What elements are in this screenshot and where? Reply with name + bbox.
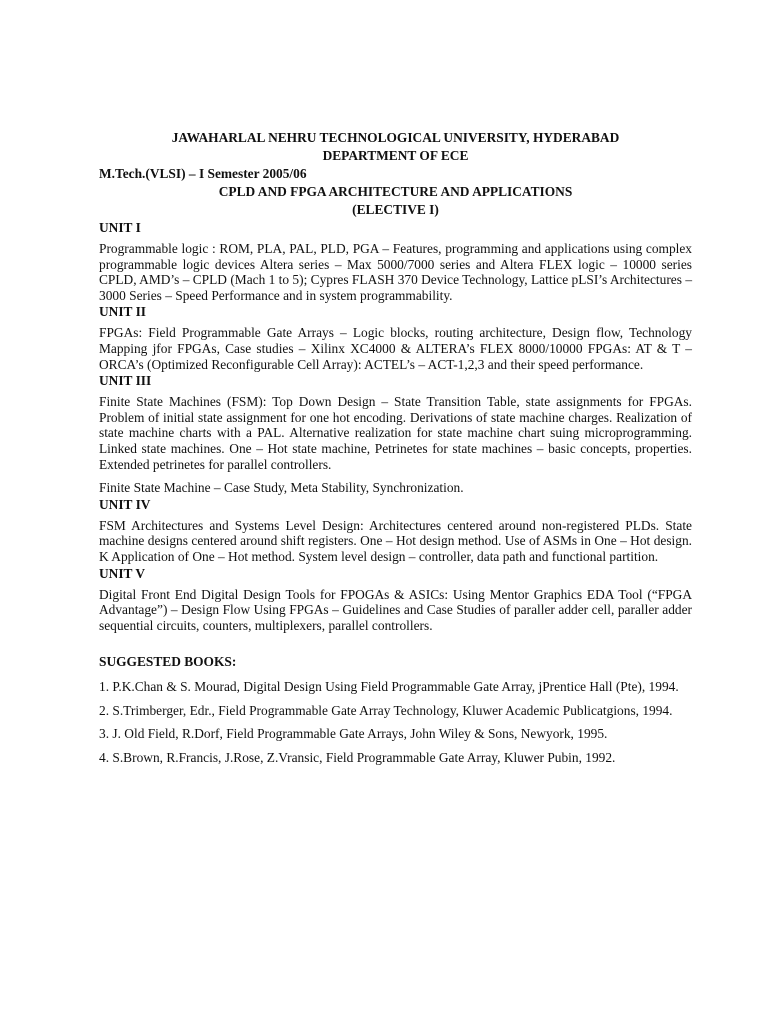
- book-item: 3. J. Old Field, R.Dorf, Field Programmable Gate Arrays, John Wiley & Sons, Newyork, 1995.: [99, 726, 608, 742]
- subject-title: CPLD AND FPGA ARCHITECTURE AND APPLICATIONS: [218, 184, 573, 199]
- unit-section: [99, 372, 692, 496]
- unit-section: [99, 496, 692, 565]
- unit-title: UNIT III: [99, 373, 152, 389]
- unit-title: UNIT V: [99, 565, 146, 581]
- unit-paragraph: Digital Front End Digital Design Tools for FPOGAs & ASICs: Using Mentor Graphics EDA Tool (“FPGA Advantage”) – Design Flow Using FPGAs – Guidelines and Case Studies of paraller adder cell, paraller adder sequential circuits, counters, multiplexers, parallel controllers.: [99, 586, 692, 633]
- book-item: 4. S.Brown, R.Francis, J.Rose, Z.Vransic, Field Programmable Gate Array, Kluwer Pubin, 1992.: [99, 750, 616, 766]
- books-heading: SUGGESTED BOOKS:: [99, 654, 237, 670]
- book-item: 2. S.Trimberger, Edr., Field Programmable Gate Array Technology, Kluwer Academic Publicatgions, 1994.: [99, 702, 673, 718]
- book-item: 1. P.K.Chan & S. Mourad, Digital Design Using Field Programmable Gate Array, jPrentice Hall (Pte), 1994.: [99, 679, 679, 695]
- course-line: M.Tech.(VLSI) – I Semester 2005/06: [99, 166, 307, 181]
- unit-section: [99, 565, 692, 634]
- suggested-books: [99, 653, 692, 765]
- unit-section: [99, 303, 692, 372]
- unit-title: UNIT II: [99, 304, 147, 320]
- unit-title: UNIT IV: [99, 496, 151, 512]
- syllabus-content: [99, 129, 692, 766]
- university-title: JAWAHARLAL NEHRU TECHNOLOGICAL UNIVERSITY, HYDERABAD: [171, 130, 620, 145]
- unit-paragraph: Finite State Machines (FSM): Top Down Design – State Transition Table, state assignments for FPGAs. Problem of initial state assignment for one hot encoding. Derivations of state machine charges. Realization of state machine charts with a PAL. Alternative realization for state machine chart suing microprogramming. Linked state machines. One – Hot state machine, Petrinetes for state machines – basic concepts, properties. Extended petrinetes for parallel controllers.: [99, 394, 692, 472]
- elective-label: (ELECTIVE I): [352, 202, 439, 217]
- unit-title: UNIT I: [99, 220, 141, 235]
- unit-paragraph: Finite State Machine – Case Study, Meta Stability, Synchronization.: [99, 480, 464, 496]
- unit-paragraph: FPGAs: Field Programmable Gate Arrays – Logic blocks, routing architecture, Design flow, Technology Mapping jfor FPGAs, Case studies – Xilinx XC4000 & ALTERA’s FLEX 8000/10000 FPGAs: AT & T – ORCA’s (Optimized Reconfigurable Cell Array): ACTEL’s – ACT-1,2,3 and their speed performance.: [99, 325, 692, 372]
- department-title: DEPARTMENT OF ECE: [322, 148, 469, 163]
- unit-paragraph: Programmable logic : ROM, PLA, PAL, PLD, PGA – Features, programming and applications using complex programmable logic devices Altera series – Max 5000/7000 series and Altera FLEX logic – 10000 series CPLD, AMD’s – CPLD (Mach 1 to 5); Cypres FLASH 370 Device Technology, Lattice pLSI’s Architectures – 3000 Series – Speed Performance and in system programmability.: [99, 241, 693, 303]
- unit-section: [99, 219, 692, 303]
- unit-paragraph: FSM Architectures and Systems Level Design: Architectures centered around non-registered PLDs. State machine designs centered around shift registers. One – Hot design method. Use of ASMs in One – Hot design. K Application of One – Hot method. System level design – controller, data path and functional partition.: [99, 517, 692, 564]
